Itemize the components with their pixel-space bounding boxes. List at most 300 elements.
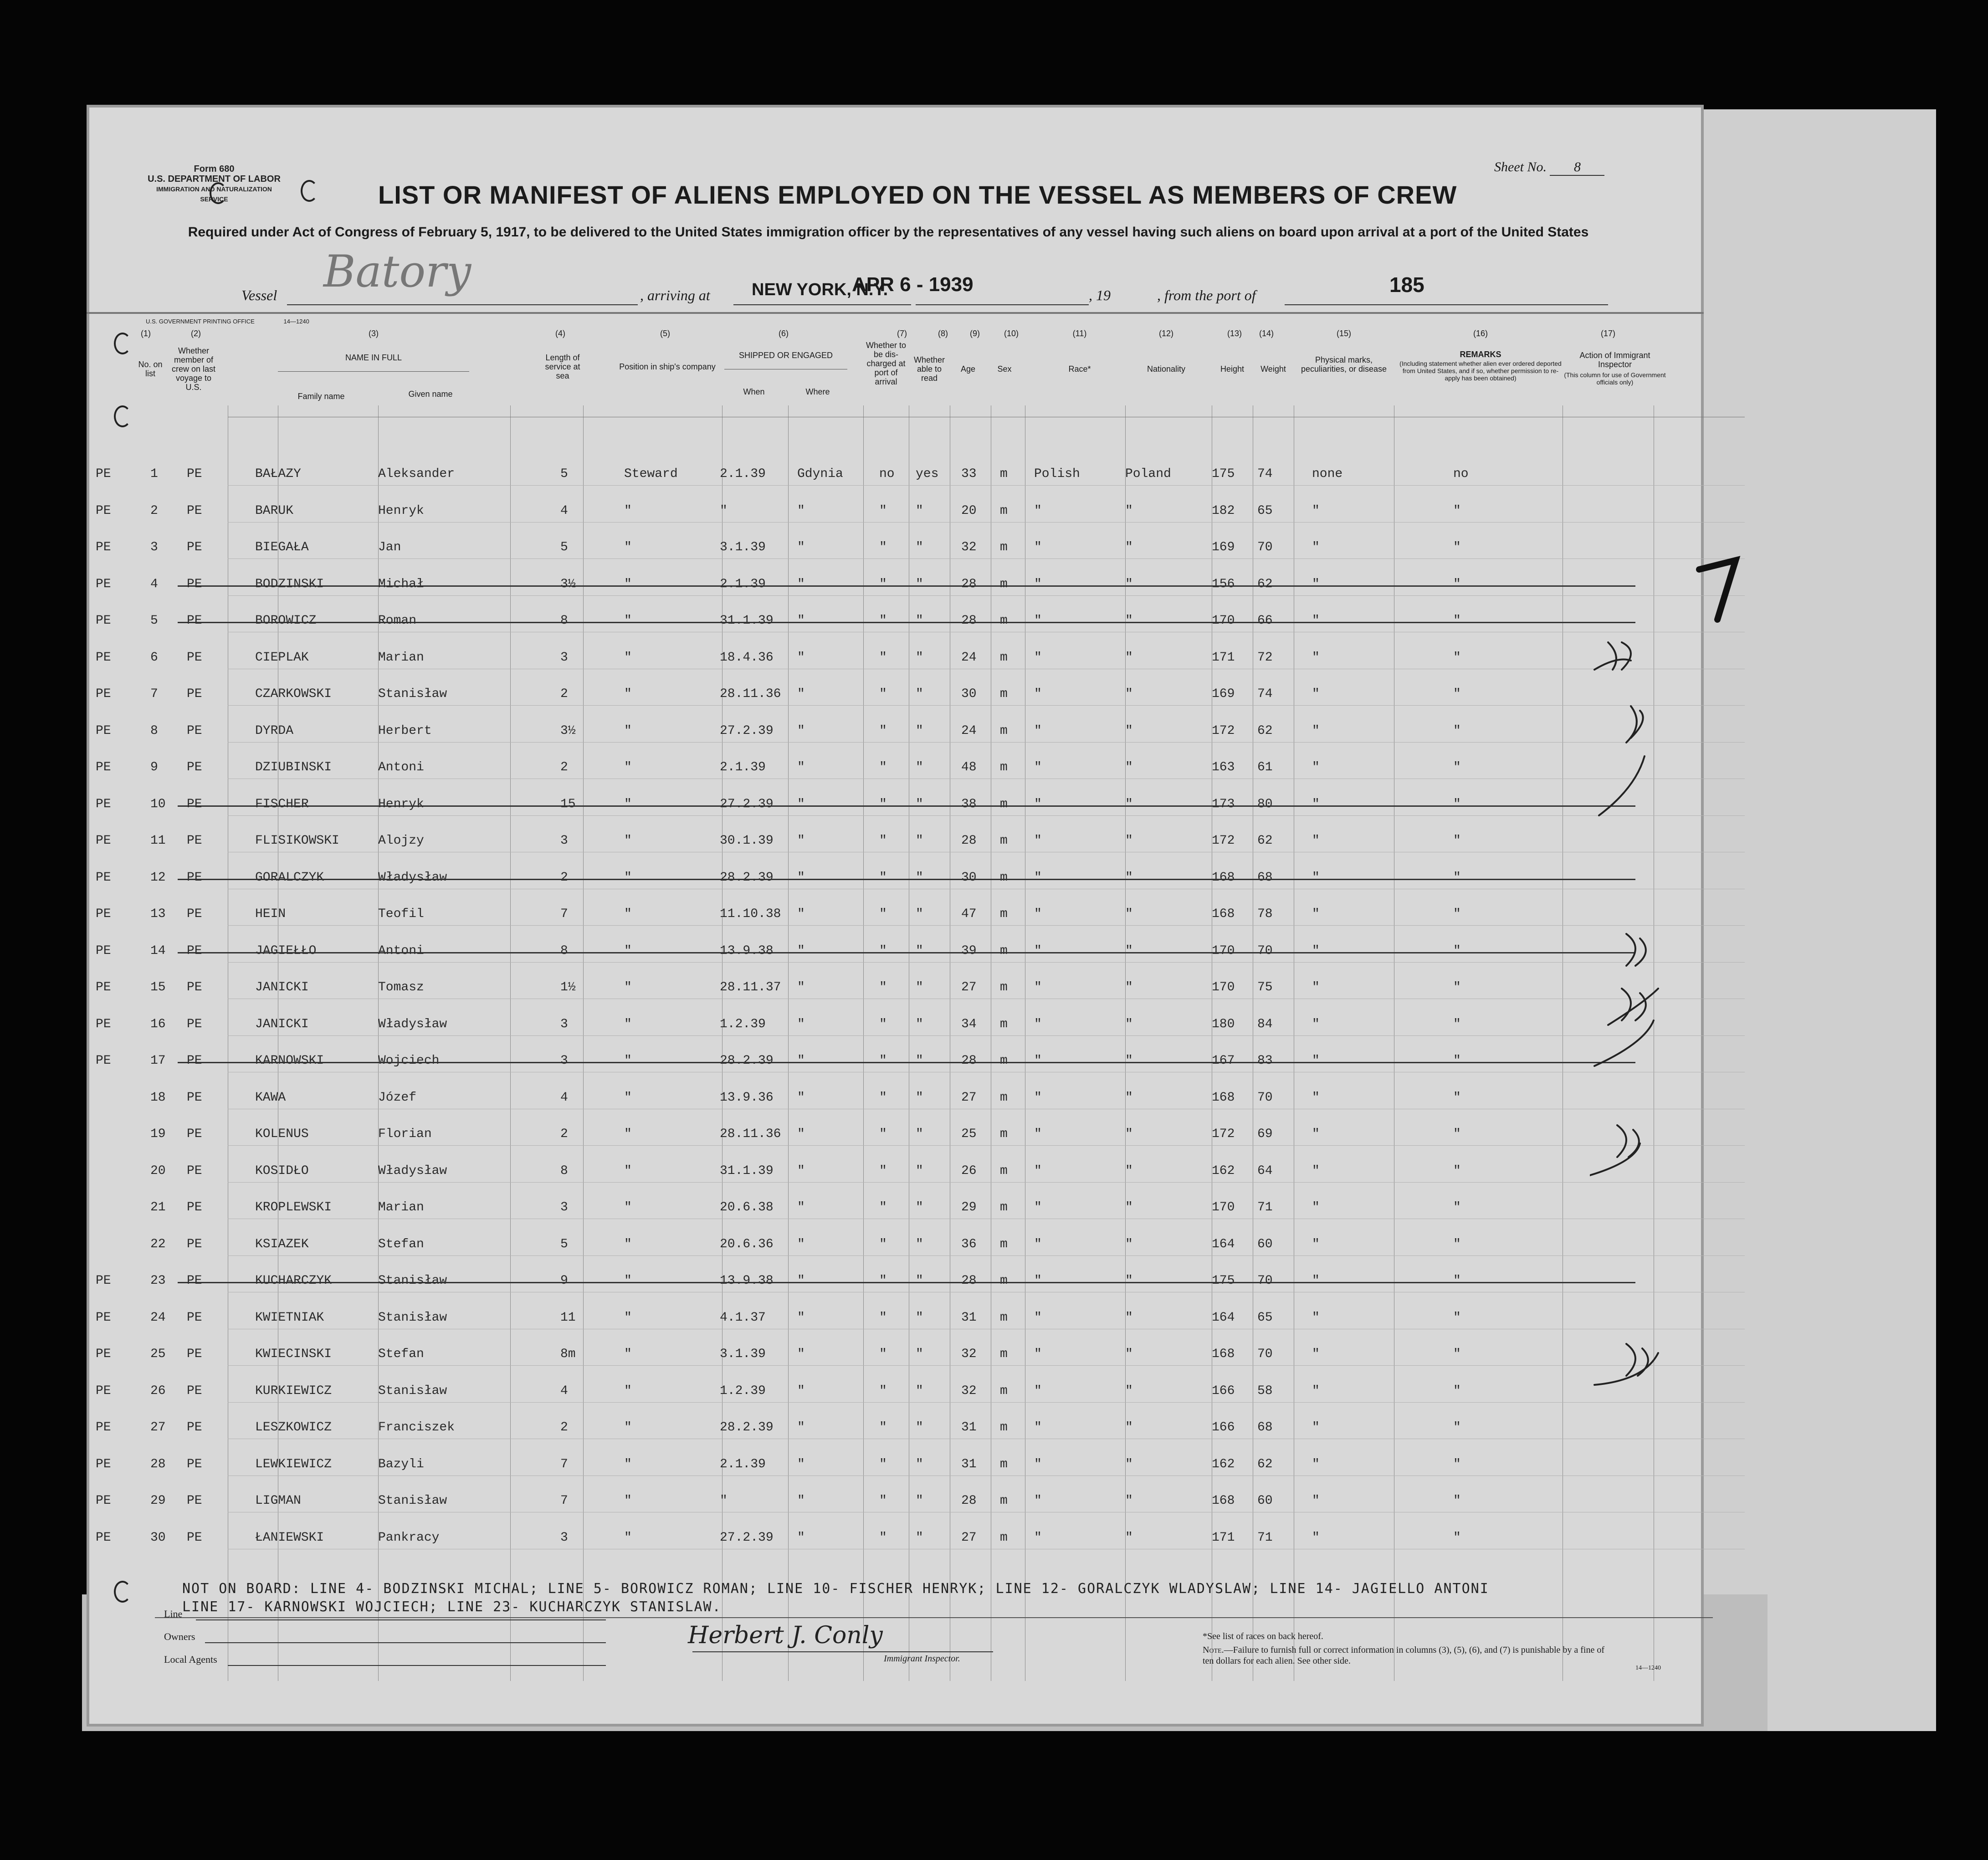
col-num: (14): [1259, 329, 1274, 338]
hdr-no-on-list: No. on list: [138, 360, 163, 378]
hdr-action-note: (This column for use of Government officials only): [1564, 371, 1666, 386]
row-able-to-read: ": [916, 1494, 923, 1508]
row-nationality: ": [1125, 650, 1133, 665]
row-service-length: 3: [560, 1017, 568, 1031]
row-remarks: ": [1453, 723, 1461, 738]
row-nationality: ": [1125, 907, 1133, 921]
punch-hole-icon: [114, 333, 131, 354]
row-where: ": [797, 1200, 805, 1214]
row-height: 170: [1212, 1200, 1235, 1214]
punch-hole-icon: [301, 180, 318, 202]
row-service-length: 3½: [560, 723, 576, 738]
row-given-name: Wojciech: [378, 1054, 440, 1068]
row-discharged: ": [879, 760, 887, 774]
row-nationality: ": [1125, 1127, 1133, 1141]
footer-rule: [155, 1617, 1713, 1618]
row-where: ": [797, 907, 805, 921]
row-margin-mark: PE: [96, 467, 111, 481]
row-position: ": [624, 1054, 632, 1068]
row-race: ": [1034, 907, 1042, 921]
row-weight: 74: [1257, 687, 1273, 701]
row-discharged: ": [879, 1017, 887, 1031]
row-sex: m: [1000, 1200, 1008, 1214]
row-remarks: ": [1453, 503, 1461, 518]
row-able-to-read: ": [916, 1310, 923, 1325]
row-service-length: 2: [560, 1127, 568, 1141]
row-discharged: ": [879, 1530, 887, 1545]
row-weight: 62: [1257, 723, 1273, 738]
row-where: ": [797, 503, 805, 518]
row-given-name: Tomasz: [378, 980, 424, 994]
tick-mark-icon: [1695, 551, 1749, 624]
row-age: 28: [961, 834, 977, 848]
row-weight: 62: [1257, 1457, 1273, 1471]
row-given-name: Teofil: [378, 907, 424, 921]
row-discharged: ": [879, 503, 887, 518]
row-able-to-read: ": [916, 1274, 923, 1288]
row-age: 30: [961, 870, 977, 885]
row-when: 2.1.39: [720, 760, 766, 774]
strike-through-line: [178, 622, 1635, 623]
row-height: 156: [1212, 577, 1235, 591]
row-given-name: Stanisław: [378, 1494, 447, 1508]
row-remarks: ": [1453, 1163, 1461, 1178]
row-nationality: ": [1125, 1090, 1133, 1105]
punch-hole-icon: [114, 1581, 131, 1603]
row-physical: none: [1312, 467, 1343, 481]
row-position: ": [624, 943, 632, 958]
row-family-name: KSIAZEK: [255, 1237, 309, 1251]
row-nationality: ": [1125, 980, 1133, 994]
row-member: PE: [187, 723, 202, 738]
row-position: ": [624, 614, 632, 628]
row-weight: 62: [1257, 577, 1273, 591]
row-margin-mark: PE: [96, 1274, 111, 1288]
row-discharged: ": [879, 1494, 887, 1508]
row-number: 2: [150, 503, 158, 518]
row-weight: 74: [1257, 467, 1273, 481]
row-discharged: ": [879, 1347, 887, 1361]
hdr-action: Action of Immigrant Inspector: [1579, 351, 1650, 369]
row-given-name: Michał: [378, 577, 424, 591]
row-remarks: ": [1453, 1420, 1461, 1435]
sheet-number: 8: [1550, 159, 1604, 176]
hdr-position: Position in ship's company: [619, 362, 716, 371]
row-when: 13.9.38: [720, 1274, 774, 1288]
row-race: ": [1034, 870, 1042, 885]
row-where: ": [797, 1310, 805, 1325]
row-nationality: ": [1125, 687, 1133, 701]
row-where: ": [797, 723, 805, 738]
row-height: 163: [1212, 760, 1235, 774]
row-when: 3.1.39: [720, 1347, 766, 1361]
row-sex: m: [1000, 907, 1008, 921]
row-number: 18: [150, 1090, 166, 1105]
row-number: 21: [150, 1200, 166, 1214]
row-position: ": [624, 540, 632, 554]
row-race: ": [1034, 503, 1042, 518]
row-margin-mark: PE: [96, 907, 111, 921]
row-weight: 80: [1257, 797, 1273, 811]
row-position: ": [624, 1457, 632, 1471]
row-able-to-read: ": [916, 614, 923, 628]
col-num: (10): [1004, 329, 1019, 338]
row-physical: ": [1312, 834, 1320, 848]
row-where: ": [797, 1274, 805, 1288]
row-position: ": [624, 1127, 632, 1141]
row-remarks: ": [1453, 760, 1461, 774]
row-family-name: LIGMAN: [255, 1494, 301, 1508]
row-when: 1.2.39: [720, 1383, 766, 1398]
row-family-name: DYRDA: [255, 723, 294, 738]
row-able-to-read: ": [916, 1420, 923, 1435]
row-race: ": [1034, 943, 1042, 958]
row-when: 11.10.38: [720, 907, 781, 921]
row-able-to-read: ": [916, 503, 923, 518]
row-member: PE: [187, 943, 202, 958]
row-remarks: ": [1453, 1054, 1461, 1068]
row-number: 19: [150, 1127, 166, 1141]
number-stamp: 185: [1389, 273, 1424, 297]
row-where: ": [797, 1494, 805, 1508]
row-service-length: 15: [560, 797, 576, 811]
row-family-name: HEIN: [255, 907, 286, 921]
inspector-marks: [1590, 542, 1708, 1430]
row-remarks: ": [1453, 614, 1461, 628]
row-race: ": [1034, 1200, 1042, 1214]
row-margin-mark: PE: [96, 980, 111, 994]
service: IMMIGRATION AND NATURALIZATION SERVICE: [156, 185, 272, 203]
row-age: 29: [961, 1200, 977, 1214]
row-given-name: Stanisław: [378, 1383, 447, 1398]
row-position: ": [624, 1310, 632, 1325]
row-age: 32: [961, 540, 977, 554]
col-num: (1): [141, 329, 151, 338]
column-rule: [863, 405, 864, 1681]
row-sex: m: [1000, 1163, 1008, 1178]
row-height: 172: [1212, 834, 1235, 848]
row-where: ": [797, 577, 805, 591]
row-where: ": [797, 1090, 805, 1105]
printing-office-text: U.S. GOVERNMENT PRINTING OFFICE: [146, 318, 255, 325]
strike-through-line: [178, 805, 1635, 807]
column-rule: [378, 405, 379, 1681]
row-given-name: Władysław: [378, 1163, 447, 1178]
row-when: 28.11.36: [720, 687, 781, 701]
row-race: ": [1034, 1457, 1042, 1471]
column-rule: [510, 405, 511, 1681]
row-given-name: Alojzy: [378, 834, 424, 848]
col-num: (12): [1158, 329, 1173, 338]
row-weight: 71: [1257, 1530, 1273, 1545]
row-discharged: ": [879, 1420, 887, 1435]
row-nationality: ": [1125, 834, 1133, 848]
form-number: Form 680: [194, 164, 235, 174]
row-when: 2.1.39: [720, 577, 766, 591]
row-margin-mark: PE: [96, 834, 111, 848]
row-position: ": [624, 870, 632, 885]
row-remarks: ": [1453, 1347, 1461, 1361]
row-where: ": [797, 1457, 805, 1471]
row-height: 171: [1212, 650, 1235, 665]
row-physical: ": [1312, 1163, 1320, 1178]
row-sex: m: [1000, 1237, 1008, 1251]
row-discharged: ": [879, 1163, 887, 1178]
row-rule: [228, 595, 1745, 596]
row-margin-mark: PE: [96, 870, 111, 885]
row-when: 13.9.36: [720, 1090, 774, 1105]
row-race: ": [1034, 1310, 1042, 1325]
row-discharged: ": [879, 577, 887, 591]
row-margin-mark: PE: [96, 1420, 111, 1435]
row-physical: ": [1312, 540, 1320, 554]
row-service-length: 1½: [560, 980, 576, 994]
sheet-label: Sheet No.: [1494, 159, 1547, 174]
row-number: 7: [150, 687, 158, 701]
row-number: 28: [150, 1457, 166, 1471]
row-number: 8: [150, 723, 158, 738]
row-margin-mark: PE: [96, 687, 111, 701]
row-able-to-read: ": [916, 1347, 923, 1361]
row-number: 15: [150, 980, 166, 994]
col-num: (15): [1336, 329, 1351, 338]
row-given-name: Stefan: [378, 1347, 424, 1361]
row-discharged: ": [879, 797, 887, 811]
row-able-to-read: ": [916, 943, 923, 958]
row-race: ": [1034, 1347, 1042, 1361]
row-service-length: 2: [560, 1420, 568, 1435]
department: U.S. DEPARTMENT OF LABOR: [148, 174, 281, 184]
row-discharged: ": [879, 980, 887, 994]
row-height: 170: [1212, 943, 1235, 958]
row-member: PE: [187, 614, 202, 628]
column-rule: [583, 405, 584, 1681]
row-nationality: ": [1125, 1530, 1133, 1545]
row-position: ": [624, 1274, 632, 1288]
row-discharged: ": [879, 687, 887, 701]
row-sex: m: [1000, 1127, 1008, 1141]
row-physical: ": [1312, 1457, 1320, 1471]
row-age: 25: [961, 1127, 977, 1141]
row-sex: m: [1000, 1457, 1008, 1471]
row-race: ": [1034, 1054, 1042, 1068]
row-where: ": [797, 650, 805, 665]
row-where: ": [797, 1017, 805, 1031]
row-able-to-read: ": [916, 1383, 923, 1398]
row-when: 28.2.39: [720, 1054, 774, 1068]
row-position: ": [624, 980, 632, 994]
row-sex: m: [1000, 943, 1008, 958]
row-position: ": [624, 577, 632, 591]
row-when: 2.1.39: [720, 467, 766, 481]
row-number: 29: [150, 1494, 166, 1508]
row-remarks: ": [1453, 687, 1461, 701]
row-service-length: 3½: [560, 577, 576, 591]
row-height: 175: [1212, 1274, 1235, 1288]
row-remarks: ": [1453, 1237, 1461, 1251]
row-age: 28: [961, 1494, 977, 1508]
row-where: ": [797, 1530, 805, 1545]
punch-hole-icon: [114, 405, 131, 427]
row-able-to-read: ": [916, 1237, 923, 1251]
column-rule: [788, 405, 789, 1681]
row-family-name: KAWA: [255, 1090, 286, 1105]
row-margin-mark: PE: [96, 1017, 111, 1031]
row-sex: m: [1000, 797, 1008, 811]
row-where: ": [797, 797, 805, 811]
row-family-name: KURKIEWICZ: [255, 1383, 332, 1398]
row-sex: m: [1000, 1274, 1008, 1288]
row-member: PE: [187, 1494, 202, 1508]
date-stamp: APR 6 - 1939: [852, 273, 974, 296]
row-physical: ": [1312, 723, 1320, 738]
row-family-name: BAŁAZY: [255, 467, 301, 481]
row-given-name: Antoni: [378, 760, 424, 774]
row-rule: [228, 742, 1745, 743]
row-number: 6: [150, 650, 158, 665]
race-note: *See list of races on back hereof.: [1203, 1631, 1323, 1641]
row-remarks: ": [1453, 577, 1461, 591]
row-member: PE: [187, 1274, 202, 1288]
row-number: 13: [150, 907, 166, 921]
row-height: 169: [1212, 687, 1235, 701]
row-able-to-read: ": [916, 834, 923, 848]
row-nationality: ": [1125, 503, 1133, 518]
row-given-name: Antoni: [378, 943, 424, 958]
row-remarks: ": [1453, 834, 1461, 848]
row-margin-mark: PE: [96, 797, 111, 811]
row-margin-mark: PE: [96, 943, 111, 958]
row-height: 171: [1212, 1530, 1235, 1545]
owners-label: Owners: [164, 1631, 195, 1642]
row-number: 17: [150, 1054, 166, 1068]
row-position: ": [624, 1090, 632, 1105]
row-able-to-read: ": [916, 980, 923, 994]
row-position: ": [624, 1200, 632, 1214]
row-discharged: ": [879, 540, 887, 554]
hdr-where: Where: [805, 387, 830, 396]
row-position: ": [624, 687, 632, 701]
row-given-name: Marian: [378, 1200, 424, 1214]
row-sex: m: [1000, 760, 1008, 774]
row-nationality: ": [1125, 797, 1133, 811]
row-member: PE: [187, 1347, 202, 1361]
col-num: (2): [191, 329, 201, 338]
row-height: 168: [1212, 907, 1235, 921]
row-remarks: ": [1453, 1310, 1461, 1325]
row-height: 170: [1212, 614, 1235, 628]
row-physical: ": [1312, 1200, 1320, 1214]
row-sex: m: [1000, 650, 1008, 665]
row-member: PE: [187, 503, 202, 518]
row-physical: ": [1312, 577, 1320, 591]
row-discharged: ": [879, 614, 887, 628]
row-where: ": [797, 614, 805, 628]
row-when: ": [720, 503, 728, 518]
row-given-name: Stanisław: [378, 687, 447, 701]
row-physical: ": [1312, 687, 1320, 701]
row-age: 27: [961, 1530, 977, 1545]
row-when: 20.6.36: [720, 1237, 774, 1251]
row-height: 173: [1212, 797, 1235, 811]
row-height: 166: [1212, 1420, 1235, 1435]
row-able-to-read: ": [916, 1127, 923, 1141]
row-family-name: KOSIDŁO: [255, 1163, 309, 1178]
row-margin-mark: PE: [96, 760, 111, 774]
row-weight: 83: [1257, 1054, 1273, 1068]
row-family-name: FISCHER: [255, 797, 309, 811]
row-race: ": [1034, 1383, 1042, 1398]
row-nationality: ": [1125, 723, 1133, 738]
row-sex: m: [1000, 1310, 1008, 1325]
row-when: 20.6.38: [720, 1200, 774, 1214]
row-service-length: 7: [560, 1457, 568, 1471]
row-family-name: DZIUBINSKI: [255, 760, 332, 774]
row-nationality: ": [1125, 1420, 1133, 1435]
row-member: PE: [187, 1017, 202, 1031]
row-position: ": [624, 834, 632, 848]
row-when: ": [720, 1494, 728, 1508]
row-given-name: Aleksander: [378, 467, 455, 481]
row-position: ": [624, 1383, 632, 1398]
row-member: PE: [187, 1237, 202, 1251]
strike-through-line: [178, 1282, 1635, 1283]
row-weight: 68: [1257, 1420, 1273, 1435]
row-rule: [228, 962, 1745, 963]
row-when: 27.2.39: [720, 723, 774, 738]
row-position: ": [624, 1163, 632, 1178]
row-age: 38: [961, 797, 977, 811]
row-physical: ": [1312, 797, 1320, 811]
row-margin-mark: PE: [96, 723, 111, 738]
row-given-name: Henryk: [378, 797, 424, 811]
row-sex: m: [1000, 1383, 1008, 1398]
row-able-to-read: yes: [916, 467, 939, 481]
row-weight: 65: [1257, 1310, 1273, 1325]
row-number: 1: [150, 467, 158, 481]
row-able-to-read: ": [916, 1530, 923, 1545]
column-rule: [1125, 405, 1126, 1681]
row-when: 28.2.39: [720, 1420, 774, 1435]
row-physical: ": [1312, 907, 1320, 921]
row-margin-mark: PE: [96, 1310, 111, 1325]
row-age: 32: [961, 1347, 977, 1361]
row-service-length: 3: [560, 1054, 568, 1068]
hdr-given-name: Given name: [408, 389, 453, 399]
row-member: PE: [187, 577, 202, 591]
hdr-race: Race*: [1068, 364, 1091, 374]
row-able-to-read: ": [916, 1457, 923, 1471]
row-given-name: Franciszek: [378, 1420, 455, 1435]
row-service-length: 11: [560, 1310, 576, 1325]
row-weight: 84: [1257, 1017, 1273, 1031]
from-port-label: , from the port of: [1157, 287, 1256, 303]
arriving-label: , arriving at: [640, 287, 710, 303]
col-num: (17): [1600, 329, 1615, 338]
row-race: ": [1034, 834, 1042, 848]
strike-through-line: [178, 585, 1635, 587]
row-sex: m: [1000, 834, 1008, 848]
row-nationality: ": [1125, 540, 1133, 554]
row-weight: 70: [1257, 1347, 1273, 1361]
row-discharged: ": [879, 1457, 887, 1471]
row-remarks: ": [1453, 907, 1461, 921]
row-when: 18.4.36: [720, 650, 774, 665]
row-service-length: 3: [560, 1530, 568, 1545]
row-weight: 65: [1257, 503, 1273, 518]
row-family-name: GORALCZYK: [255, 870, 324, 885]
row-race: ": [1034, 1090, 1042, 1105]
